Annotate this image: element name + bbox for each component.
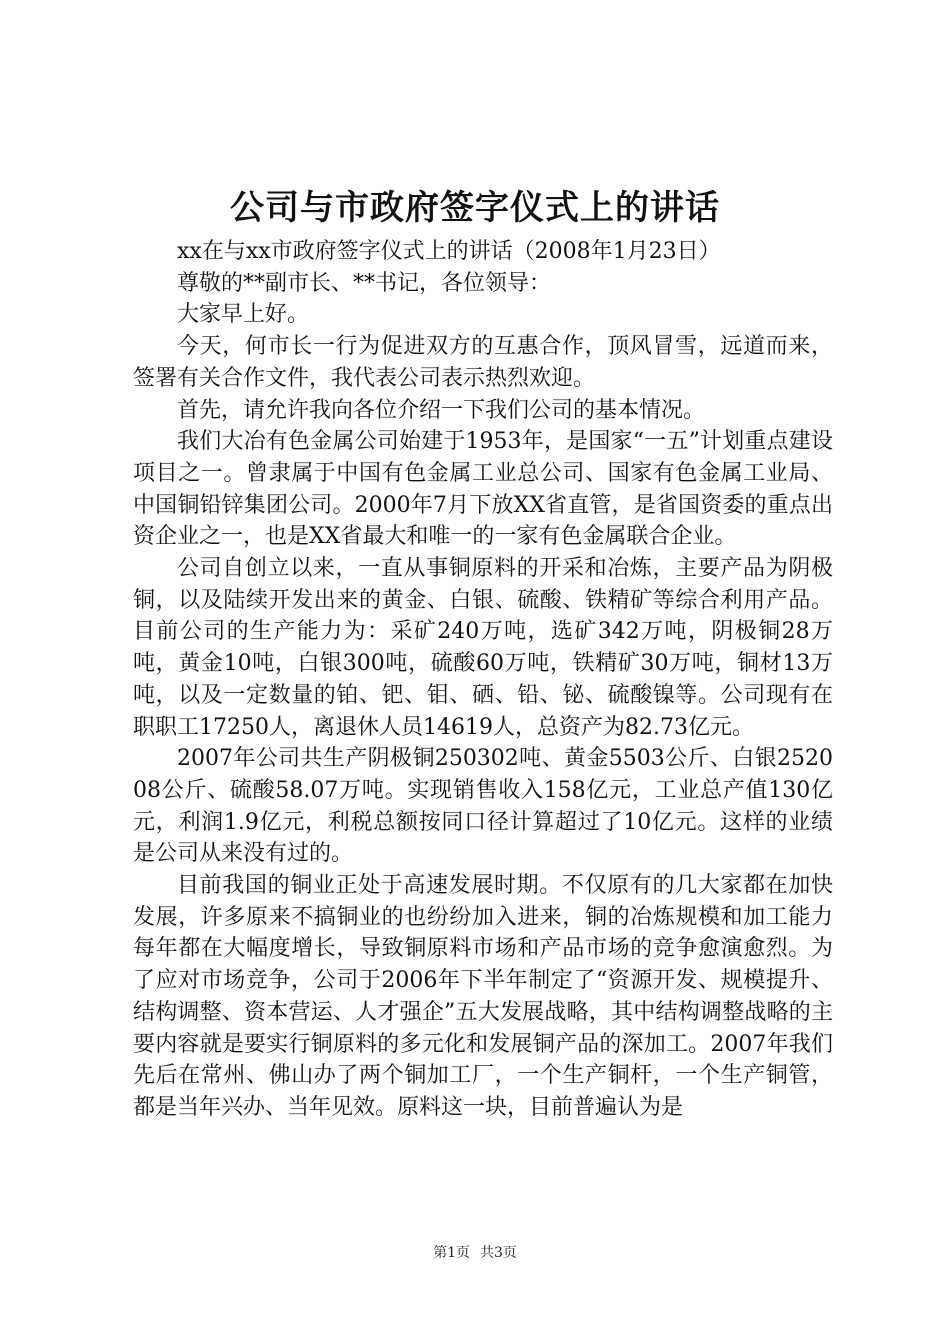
document-title: 公司与市政府签字仪式上的讲话 — [230, 188, 720, 228]
page-number: 第1页 — [433, 1245, 470, 1261]
paragraph-welcome: 今天，何市长一行为促进双方的互惠合作，顶风冒雪，远道而来，签署有关合作文件，我代表公司表示热烈欢迎。 — [133, 334, 833, 391]
paragraph-salutation: 尊敬的**副市长、**书记，各位领导： — [177, 270, 552, 296]
paragraph-greeting: 大家早上好。 — [177, 302, 310, 328]
paragraph-2007-results: 2007年公司共生产阴极铜250302吨、黄金5503公斤、白银252008公斤、硫酸58.07万吨。实现销售收入158亿元，工业总产值130亿元，利润1.9亿元，利税总额按同口径计算超过了10亿元。这样的业绩是公司从来没有过的。 — [133, 746, 833, 867]
page-footer — [0, 1243, 950, 1263]
paragraph-production-capacity: 公司自创立以来，一直从事铜原料的开采和冶炼，主要产品为阴极铜，以及陆续开发出来的黄金、白银、硫酸、铁精矿等综合利用产品。目前公司的生产能力为：采矿240万吨，选矿342万吨，阴极铜28万吨，黄金10吨，白银300吨，硫酸60万吨，铁精矿30万吨，铜材13万吨，以及一定数量的铂、钯、钼、硒、铅、铋、硫酸镍等。公司现有在职职工17250人，离退休人员14619人，总资产为82.73亿元。 — [133, 556, 833, 740]
paragraph-intro: 首先，请允许我向各位介绍一下我们公司的基本情况。 — [177, 397, 706, 423]
document-body — [133, 236, 833, 1124]
page-total: 共3页 — [480, 1245, 517, 1261]
paragraph-industry-strategy: 目前我国的铜业正处于高速发展时期。不仅原有的几大家都在加快发展，许多原来不搞铜业的也纷纷加入进来，铜的冶炼规模和加工能力每年都在大幅度增长，导致铜原料市场和产品市场的竞争愈演愈烈。为了应对市场竞争，公司于2006年下半年制定了“资源开发、规模提升、结构调整、资本营运、人才强企”五大发展战略，其中结构调整战略的主要内容就是要实行铜原料的多元化和发展铜产品的深加工。2007年我们先后在常州、佛山办了两个铜加工厂，一个生产铜杆，一个生产铜管，都是当年兴办、当年见效。原料这一块，目前普遍认为是 — [133, 873, 833, 1120]
paragraph-header-line: xx在与xx市政府签字仪式上的讲话（2008年1月23日） — [177, 239, 721, 264]
paragraph-company-history: 我们大冶有色金属公司始建于1953年，是国家“一五”计划重点建设项目之一。曾隶属于中国有色金属工业总公司、国家有色金属工业局、中国铜铅锌集团公司。2000年7月下放XX省直管，是省国资委的重点出资企业之一，也是XX省最大和唯一的一家有色金属联合企业。 — [133, 429, 833, 550]
